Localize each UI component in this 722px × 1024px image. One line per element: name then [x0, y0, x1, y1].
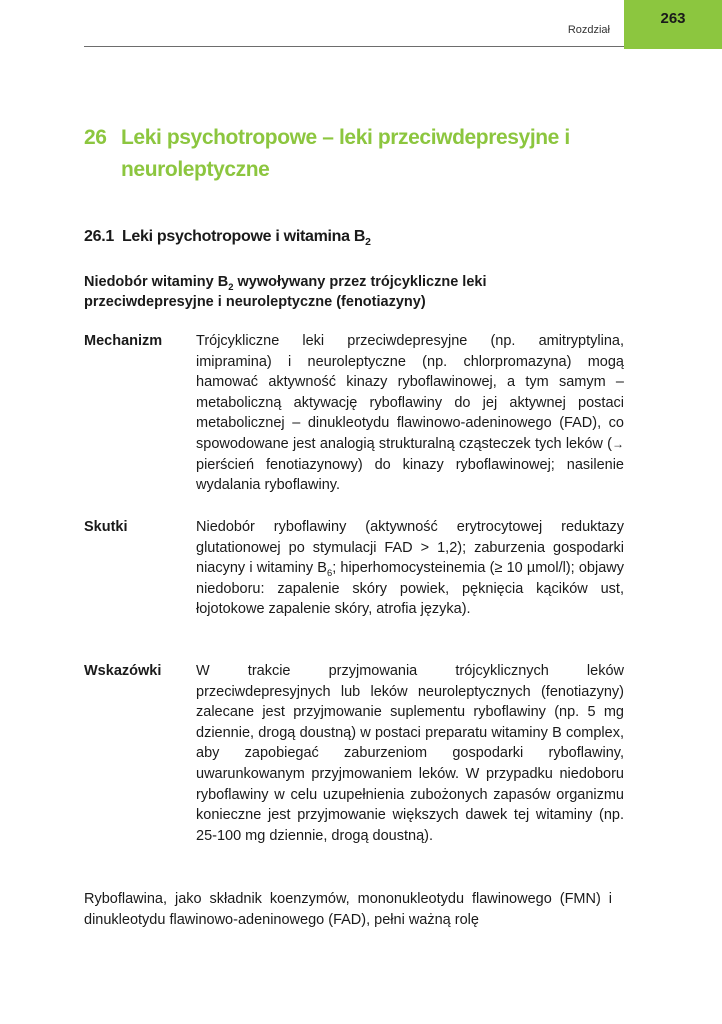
page-number-tab: [624, 0, 722, 49]
page-number: 263: [660, 10, 686, 27]
chapter-heading: [84, 122, 604, 186]
mechanism-text-1: Trójcykliczne leki przeciwdepresyjne (np. amitryptylina, imipramina) i neuroleptyczne (np. chlorpromazyna) mogą hamować aktywność kinazy ryboflawinowej, a tym samym – metaboliczną aktywację ryboflawiny do jej aktywnej postaci metabolicznej – dinukleotydu flawinowo-adeninowego (FAD), co spowodowane jest analogią strukturalną cząsteczek tych leków (: [196, 333, 624, 452]
mechanism-text: [196, 331, 624, 496]
guidance-label: Wskazówki: [84, 663, 162, 679]
running-header: Rozdział: [567, 24, 610, 36]
header-rule: [84, 46, 624, 47]
chapter-number: 26: [84, 126, 107, 149]
section-number: 26.1: [84, 228, 114, 245]
section-title-subscript: 2: [365, 237, 371, 249]
mechanism-entry: [84, 331, 624, 496]
effects-label: Skutki: [84, 519, 128, 535]
effects-text-1: Niedobór ryboflawiny (aktywność erytrocytowej reduktazy glutationowej po stymulacji FAD > 1,2); zaburzenia gospodarki niacyny i witaminy B: [196, 519, 624, 577]
arrow-right-icon: →: [612, 436, 624, 451]
effects-subscript: 6: [326, 566, 333, 578]
guidance-entry: [84, 661, 624, 846]
effects-text: [196, 517, 624, 620]
subhead-subscript: 2: [228, 280, 234, 292]
subhead-text-1: Niedobór witaminy B: [84, 274, 229, 290]
mechanism-label: Mechanizm: [84, 333, 163, 349]
subsection-heading: [84, 272, 554, 312]
body-paragraph: Ryboflawina, jako składnik koenzymów, mononukleotydu flawinowego (FMN) i dinukleotydu flawinowo-adeninowego (FAD), pełni ważną rolę: [84, 891, 612, 928]
chapter-title: Leki psychotropowe – leki przeciwdepresyjne i neuroleptyczne: [121, 126, 570, 181]
effects-text-2: ; hiperhomocysteinemia (≥ 10 µmol/l); objawy niedoboru: zapalenie skóry powiek, pęknięcia kącików ust, łojotokowe zapalenie skóry, atrofia języka).: [196, 560, 624, 618]
mechanism-text-2: pierścień fenotiazynowy) do kinazy ryboflawinowej; nasilenie wydalania ryboflawiny.: [196, 456, 624, 494]
subhead-text-2: wywoływany przez trójcykliczne leki przeciwdepresyjne i neuroleptyczne (fenotiazyny): [84, 274, 487, 310]
effects-entry: [84, 517, 624, 620]
section-title: Leki psychotropowe i witamina B: [121, 228, 366, 245]
guidance-text: W trakcie przyjmowania trójcyklicznych leków przeciwdepresyjnych lub leków neuroleptycznych (fenotiazyny) zalecane jest przyjmowanie suplementu ryboflawiny (np. 5 mg dziennie, drogą doustną) w postaci preparatu witaminy B complex, aby zapobiegać zaburzeniom gospodarki ryboflawiny, uwarunkowanym przyjmowaniem leków. W przypadku niedoboru ryboflawiny w celu uzupełnienia zubożonych zapasów organizmu konieczne jest przyjmowanie większych dawek tej witaminy (np. 25-100 mg dziennie, drogą doustną).: [196, 663, 624, 844]
section-heading: [84, 228, 371, 249]
